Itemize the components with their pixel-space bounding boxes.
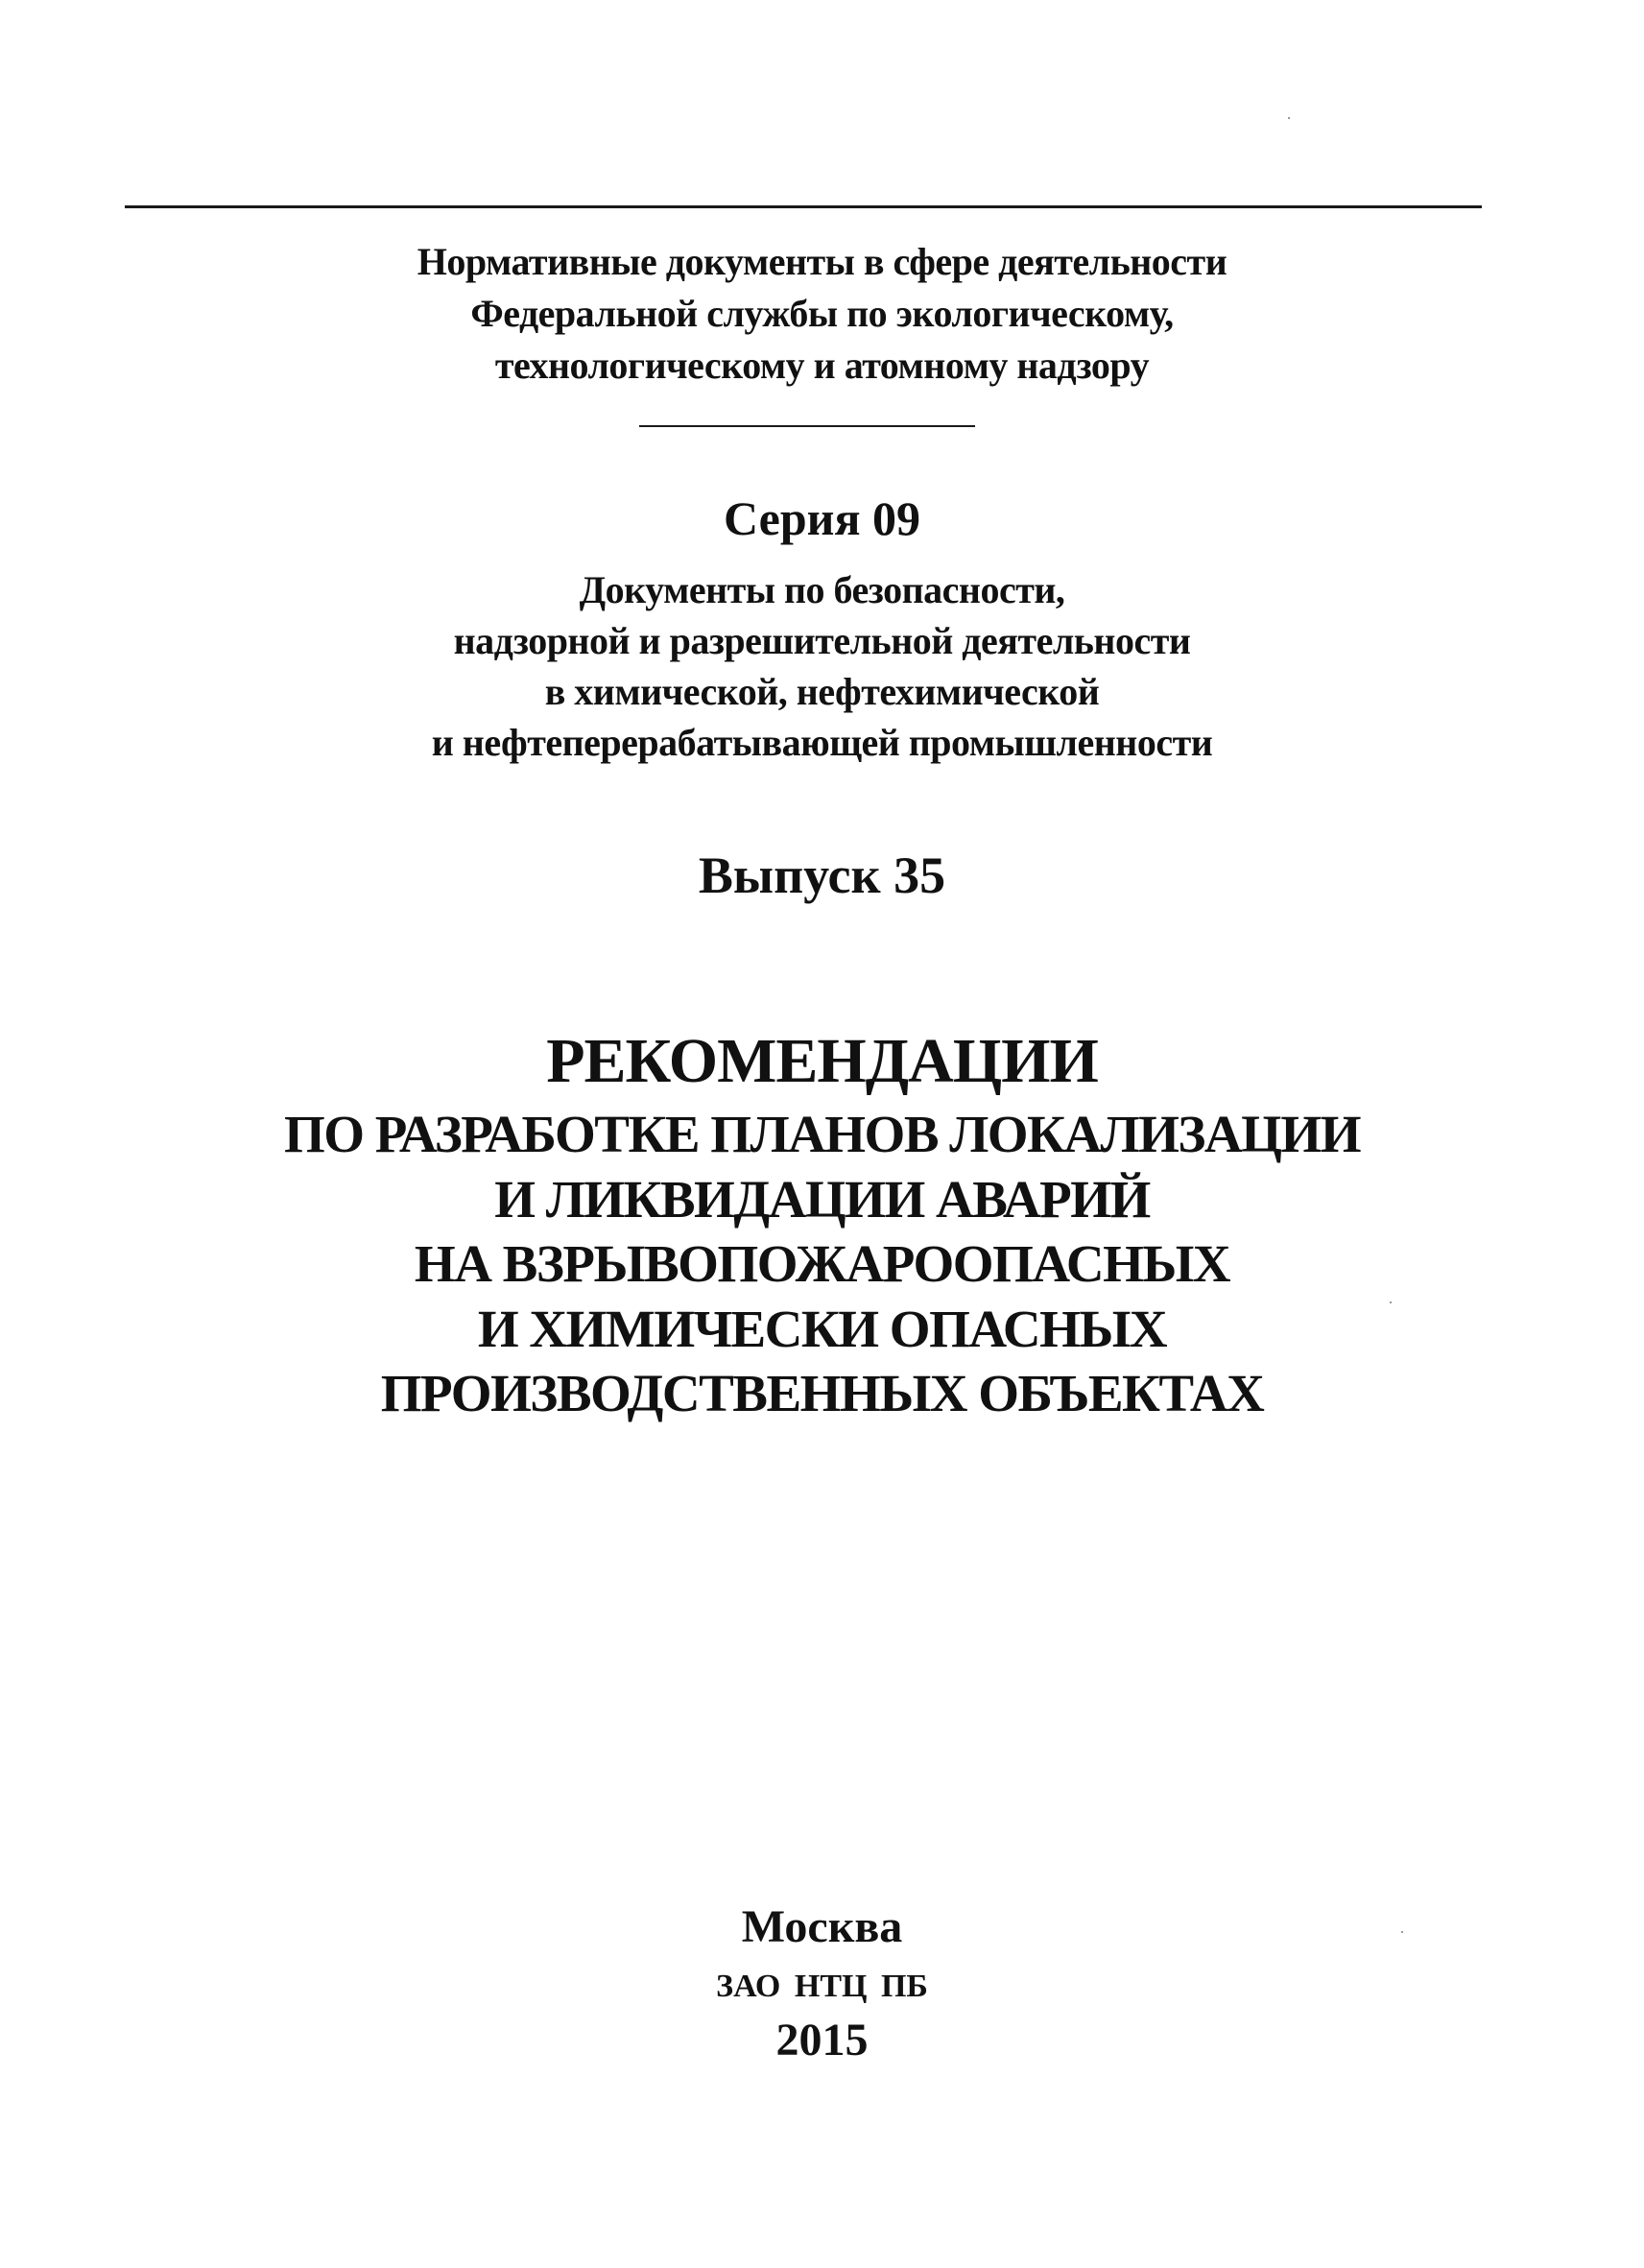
document-title-line: И ЛИКВИДАЦИИ АВАРИЙ (494, 1169, 1150, 1229)
series-description (0, 564, 1644, 768)
series-description-line: в химической, нефтехимической (544, 670, 1100, 713)
header-line: Нормативные документы в сфере деятельности (417, 240, 1227, 283)
document-title-line: И ХИМИЧЕСКИ ОПАСНЫХ (477, 1299, 1167, 1358)
header-line: Федеральной службы по экологическому, (470, 292, 1174, 335)
header-line: технологическому и атомному надзору (494, 344, 1150, 387)
top-rule (125, 205, 1482, 208)
document-title-line: ПО РАЗРАБОТКЕ ПЛАНОВ ЛОКАЛИЗАЦИИ (284, 1105, 1360, 1163)
header-block (0, 236, 1644, 392)
document-title-line: ПРОИЗВОДСТВЕННЫХ ОБЪЕКТАХ (380, 1364, 1264, 1422)
imprint-year: 2015 (775, 2015, 869, 2065)
imprint-publisher: ЗАО НТЦ ПБ (716, 1969, 928, 2004)
imprint-city: Москва (741, 1901, 903, 1952)
series-description-line: Документы по безопасности, (579, 568, 1065, 611)
issue-number: Выпуск 35 (698, 847, 946, 904)
document-title-line: НА ВЗРЫВОПОЖАРООПАСНЫХ (414, 1234, 1230, 1293)
document-title-heading: РЕКОМЕНДАЦИИ (546, 1026, 1098, 1096)
scan-speck (1390, 1301, 1392, 1303)
series-description-line: надзорной и разрешительной деятельности (453, 619, 1191, 662)
scan-speck (1401, 1931, 1403, 1933)
series-title: Серия 09 (723, 491, 921, 545)
series-description-line: и нефтеперерабатывающей промышленности (431, 721, 1213, 764)
scan-speck (1288, 117, 1290, 119)
document-title (0, 1102, 1644, 1426)
separator-rule (639, 425, 975, 427)
